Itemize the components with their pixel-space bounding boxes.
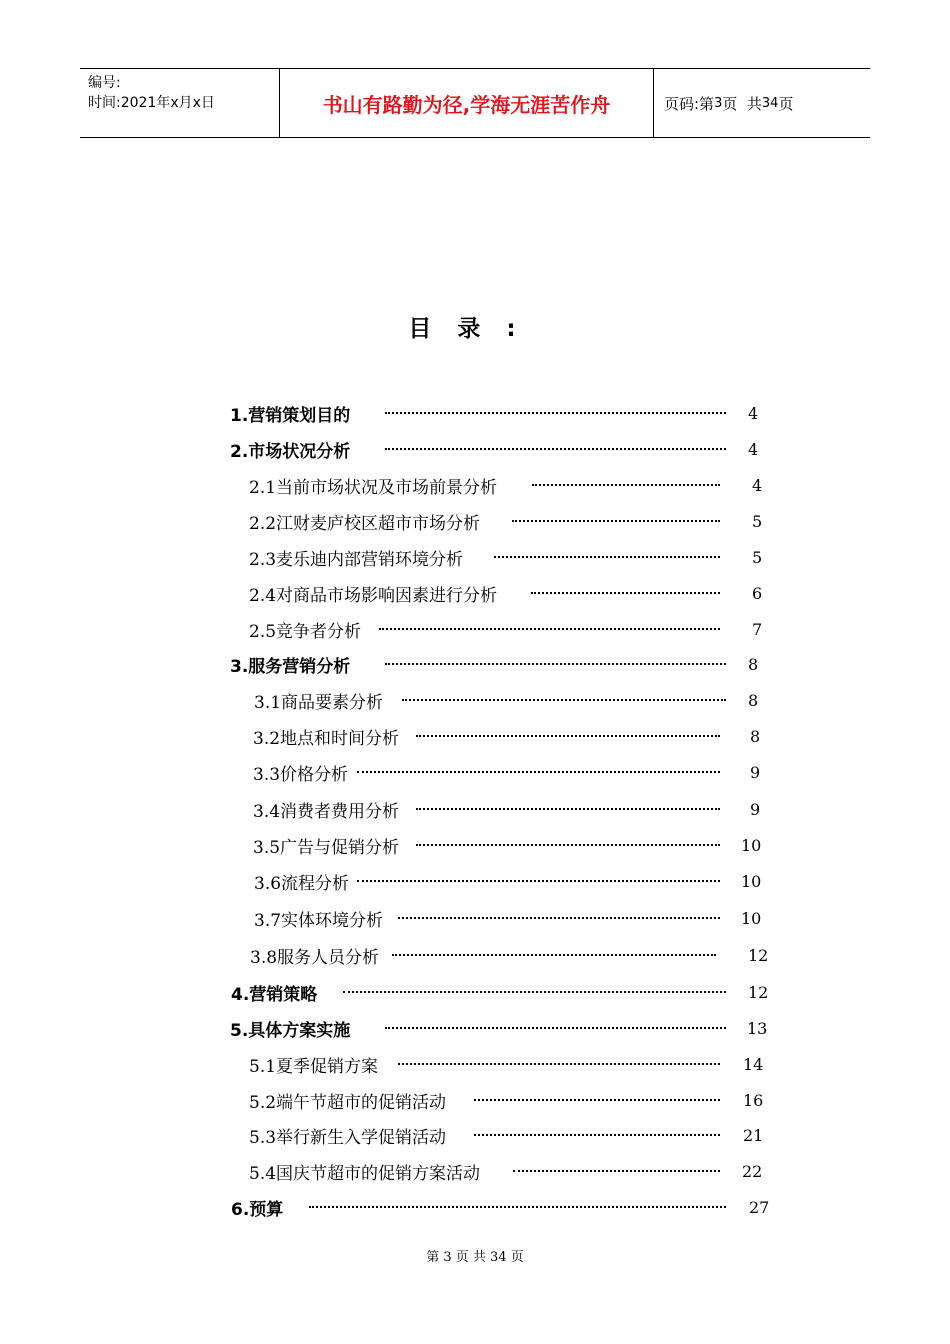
toc-leader-dots — [398, 917, 720, 919]
toc-leader-dots — [474, 1134, 720, 1136]
toc-entry[interactable] — [0, 796, 950, 822]
header-page-suffix: 页 — [778, 94, 794, 113]
toc-leader-dots — [385, 448, 726, 450]
toc-entry[interactable] — [0, 979, 950, 1005]
toc-entry-label: 2.3麦乐迪内部营销环境分析 — [249, 549, 464, 570]
toc-entry-label: 2.1当前市场状况及市场前景分析 — [249, 477, 498, 498]
toc-entry-label: 3.8服务人员分析 — [250, 947, 380, 968]
toc-entry-label: 2.市场状况分析 — [230, 441, 351, 462]
header-page-current: 3 — [714, 95, 723, 111]
toc-entry-label: 3.服务营销分析 — [230, 656, 351, 677]
toc-entry-page: 8 — [748, 690, 759, 710]
toc-entry-page: 4 — [748, 439, 759, 459]
toc-entry-page: 6 — [752, 583, 763, 603]
page-footer: 第 3 页 共 34 页 — [426, 1250, 524, 1265]
toc-entry-label: 5.1夏季促销方案 — [249, 1056, 379, 1077]
toc-entry[interactable] — [0, 1087, 950, 1113]
toc-leader-dots — [474, 1099, 720, 1101]
header-time-label: 时间:2021年x月x日 — [88, 95, 215, 111]
toc-leader-dots — [532, 484, 720, 486]
toc-entry-label: 5.4国庆节超市的促销方案活动 — [249, 1163, 481, 1184]
toc-entry-page: 9 — [750, 762, 761, 782]
toc-entry[interactable] — [0, 400, 950, 426]
toc-entry-label: 3.5广告与促销分析 — [253, 837, 400, 858]
toc-leader-dots — [385, 663, 726, 665]
toc-entry[interactable] — [0, 544, 950, 570]
toc-entry[interactable] — [0, 472, 950, 498]
toc-entry-label: 2.2江财麦庐校区超市市场分析 — [249, 513, 481, 534]
toc-entry-label: 3.1商品要素分析 — [254, 692, 384, 713]
toc-entry-page: 5 — [752, 511, 763, 531]
toc-entry-label: 3.6流程分析 — [254, 873, 350, 894]
toc-entry-page: 16 — [743, 1090, 764, 1110]
toc-leader-dots — [385, 1027, 726, 1029]
toc-entry[interactable] — [0, 580, 950, 606]
toc-entry[interactable] — [0, 1015, 950, 1041]
header-page-middle: 页 共 — [722, 94, 762, 113]
toc-entry-page: 14 — [743, 1054, 764, 1074]
toc-leader-dots — [392, 954, 716, 956]
toc-entry[interactable] — [0, 1194, 950, 1220]
toc-entry[interactable] — [0, 687, 950, 713]
toc-entry-page: 22 — [742, 1161, 763, 1181]
toc-entry[interactable] — [0, 436, 950, 462]
toc-entry-label: 4.营销策略 — [231, 984, 318, 1005]
toc-leader-dots — [398, 1063, 720, 1065]
toc-entry-page: 12 — [748, 945, 769, 965]
toc-entry[interactable] — [0, 868, 950, 894]
toc-title: 目录: — [408, 316, 542, 342]
toc-entry-label: 6.预算 — [231, 1199, 284, 1220]
toc-entry[interactable] — [0, 1158, 950, 1184]
toc-leader-dots — [416, 844, 720, 846]
toc-leader-dots — [513, 1170, 720, 1172]
header-number-label: 编号: — [88, 75, 121, 91]
toc-leader-dots — [402, 699, 726, 701]
toc-entry-page: 10 — [741, 871, 762, 891]
header-motto: 书山有路勤为径,学海无涯苦作舟 — [280, 69, 654, 137]
toc-entry-page: 5 — [752, 547, 763, 567]
toc-entry[interactable] — [0, 723, 950, 749]
toc-entry-page: 4 — [748, 403, 759, 423]
toc-entry[interactable] — [0, 759, 950, 785]
toc-entry[interactable] — [0, 508, 950, 534]
toc-entry-page: 10 — [741, 835, 762, 855]
toc-entry-page: 12 — [748, 982, 769, 1002]
toc-entry-label: 2.5竞争者分析 — [249, 621, 362, 642]
toc-entry[interactable] — [0, 1051, 950, 1077]
toc-entry[interactable] — [0, 616, 950, 642]
toc-entry[interactable] — [0, 832, 950, 858]
toc-entry-page: 21 — [743, 1125, 764, 1145]
toc-leader-dots — [416, 735, 720, 737]
toc-entry-page: 10 — [741, 908, 762, 928]
toc-leader-dots — [343, 991, 726, 993]
toc-entry-page: 8 — [748, 654, 759, 674]
toc-entry-page: 4 — [752, 475, 763, 495]
toc-entry-page: 13 — [747, 1018, 768, 1038]
toc-leader-dots — [379, 628, 720, 630]
toc-entry-label: 3.2地点和时间分析 — [253, 728, 400, 749]
toc-entry[interactable] — [0, 651, 950, 677]
header-page-prefix: 页码:第 — [664, 94, 715, 113]
toc-leader-dots — [512, 520, 720, 522]
toc-entry-label: 2.4对商品市场影响因素进行分析 — [249, 585, 498, 606]
toc-entry[interactable] — [0, 905, 950, 931]
toc-entry[interactable] — [0, 942, 950, 968]
toc-leader-dots — [416, 808, 720, 810]
toc-entry[interactable] — [0, 1122, 950, 1148]
toc-entry-page: 27 — [749, 1197, 770, 1217]
toc-leader-dots — [357, 771, 720, 773]
toc-leader-dots — [531, 592, 720, 594]
toc-entry-label: 3.4消费者费用分析 — [253, 801, 400, 822]
toc-entry-label: 5.具体方案实施 — [230, 1020, 351, 1041]
toc-leader-dots — [357, 880, 720, 882]
toc-entry-page: 9 — [750, 799, 761, 819]
toc-entry-page: 7 — [752, 619, 763, 639]
toc-entry-label: 5.3举行新生入学促销活动 — [249, 1127, 447, 1148]
toc-entry-label: 3.3价格分析 — [253, 764, 349, 785]
toc-entry-label: 1.营销策划目的 — [230, 405, 351, 426]
toc-entry-label: 5.2端午节超市的促销活动 — [249, 1092, 447, 1113]
toc-entry-label: 3.7实体环境分析 — [254, 910, 384, 931]
header-page-total: 34 — [761, 95, 779, 111]
toc-entry-page: 8 — [750, 726, 761, 746]
toc-leader-dots — [385, 412, 726, 414]
toc-leader-dots — [309, 1206, 726, 1208]
toc-leader-dots — [494, 556, 720, 558]
